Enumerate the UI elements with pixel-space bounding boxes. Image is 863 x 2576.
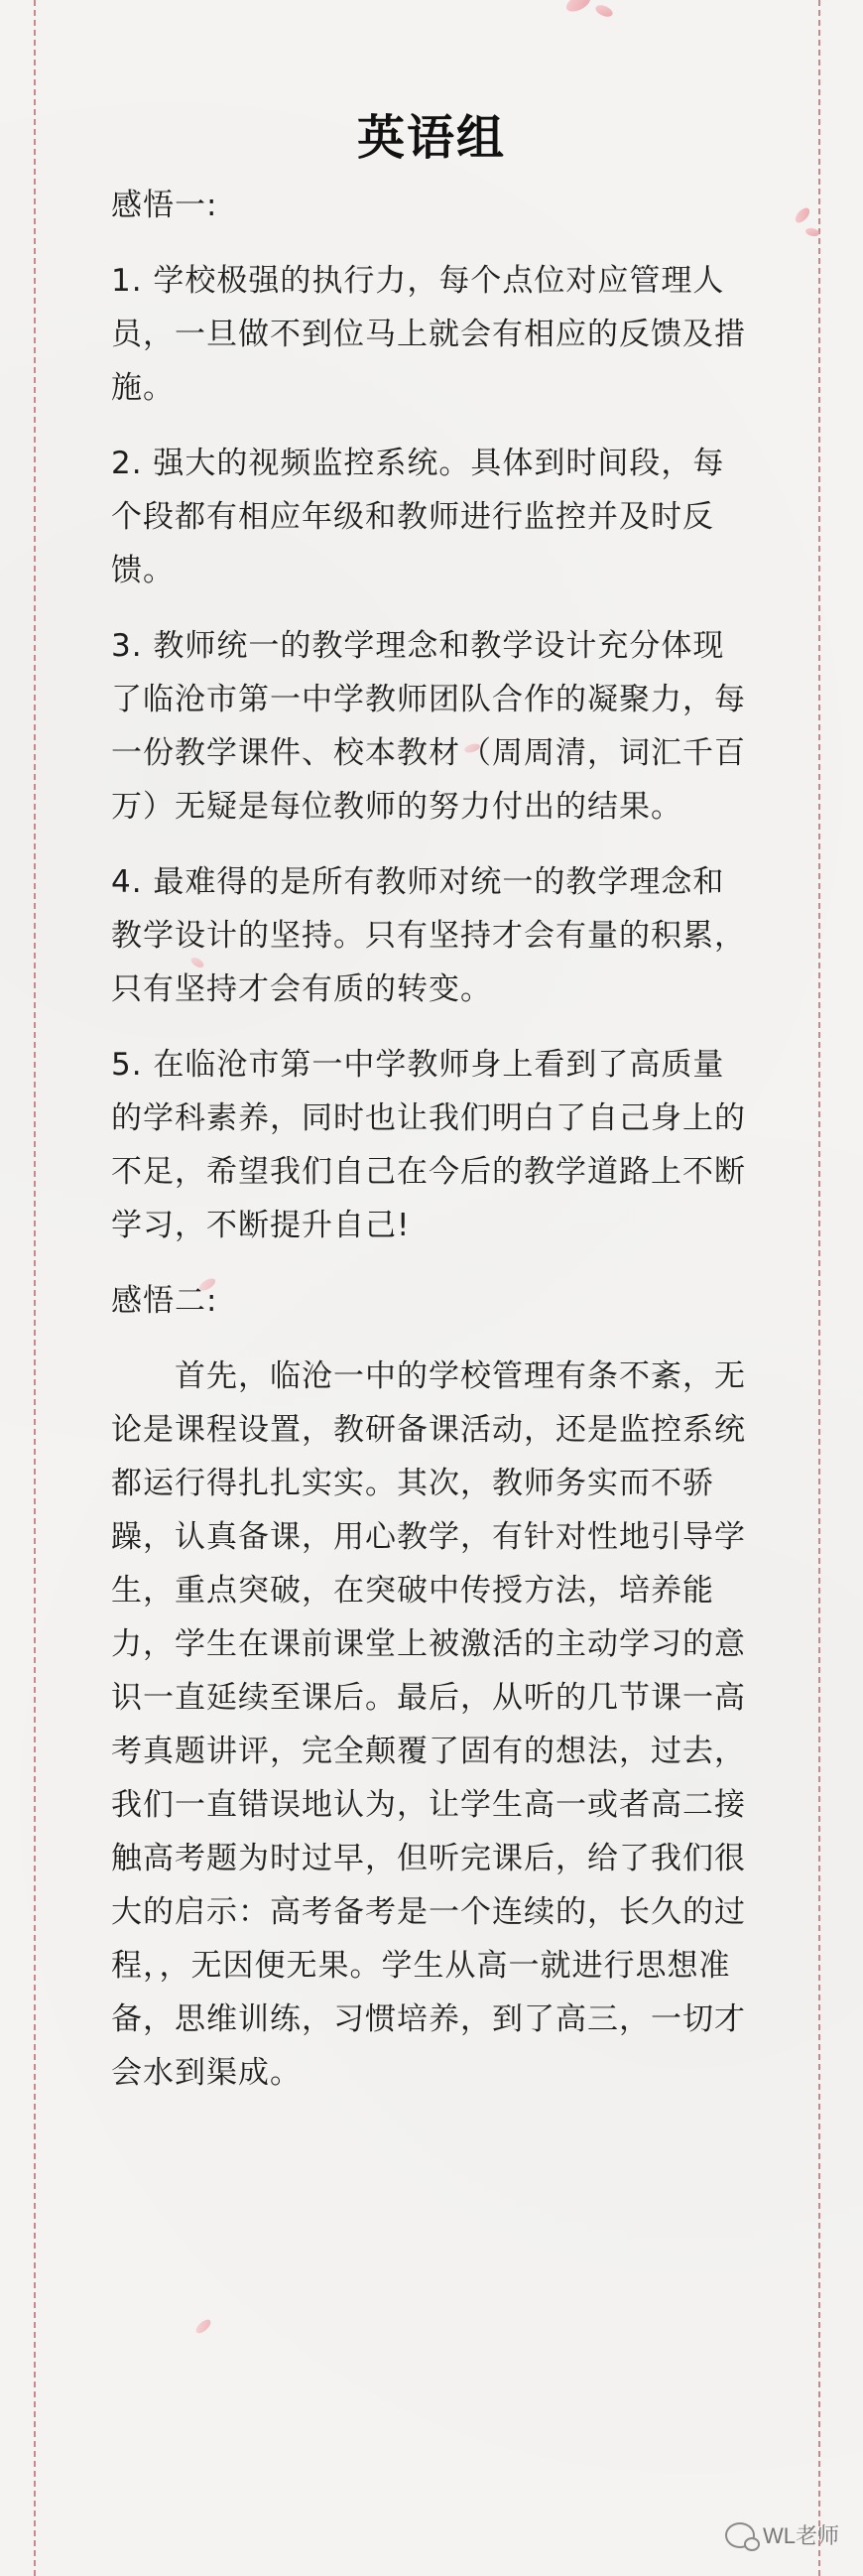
page-title: 英语组 [356, 110, 506, 167]
paragraph: 首先，临沧一中的学校管理有条不紊，无论是课程设置，教研备课活动，还是监控系统都运行得扎扎实实。其次，教师务实而不骄躁，认真备课，用心教学，有针对性地引导学生，重点突破，在突破中传授方法，培养能力，学生在课前课堂上被激活的主动学习的意识一直延续至课后。最后，从听的几节课一高考真题讲评，完全颠覆了固有的想法，过去，我们一直错误地认为，让学生高一或者高二接触高考题为时过早，但听完课后，给了我们很大的启示：高考备考是一个连续的，长久的过程，，无因便无果。学生从高一就进行思想准备，思维训练，习惯培养，到了高三，一切才会水到渠成。 [111, 1358, 746, 2091]
watermark [725, 2519, 839, 2550]
wechat-icon [725, 2522, 755, 2548]
list-item: 2. 强大的视频监控系统。具体到时间段，每个段都有相应年级和教师进行监控并及时反馈。 [111, 446, 725, 588]
right-border-decoration [818, 0, 820, 2576]
petal-decoration [793, 205, 812, 224]
list-item: 1. 学校极强的执行力，每个点位对应管理人员，一旦做不到位马上就会有相应的反馈及措施。 [111, 263, 746, 406]
list-item: 5. 在临沧市第一中学教师身上看到了高质量的学科素养，同时也让我们明白了自己身上的不足，希望我们自己在今后的教学道路上不断学习，不断提升自己! [111, 1047, 746, 1243]
section-heading: 感悟二: [111, 1283, 218, 1319]
list-item: 3. 教师统一的教学理念和教学设计充分体现了临沧市第一中学教师团队合作的凝聚力，每一份教学课件、校本教材（周周清，词汇千百万）无疑是每位教师的努力付出的结果。 [111, 628, 746, 825]
section-heading: 感悟一: [111, 188, 218, 223]
list-item: 4. 最难得的是所有教师对统一的教学理念和教学设计的坚持。只有坚持才会有量的积累，只有坚持才会有质的转变。 [111, 864, 746, 1007]
petal-decoration [594, 2, 615, 20]
left-border-decoration [34, 0, 36, 2576]
petal-decoration [193, 2318, 213, 2336]
article-body [111, 179, 746, 2122]
watermark-text: WL老师 [762, 2523, 839, 2548]
petal-decoration [563, 0, 592, 14]
